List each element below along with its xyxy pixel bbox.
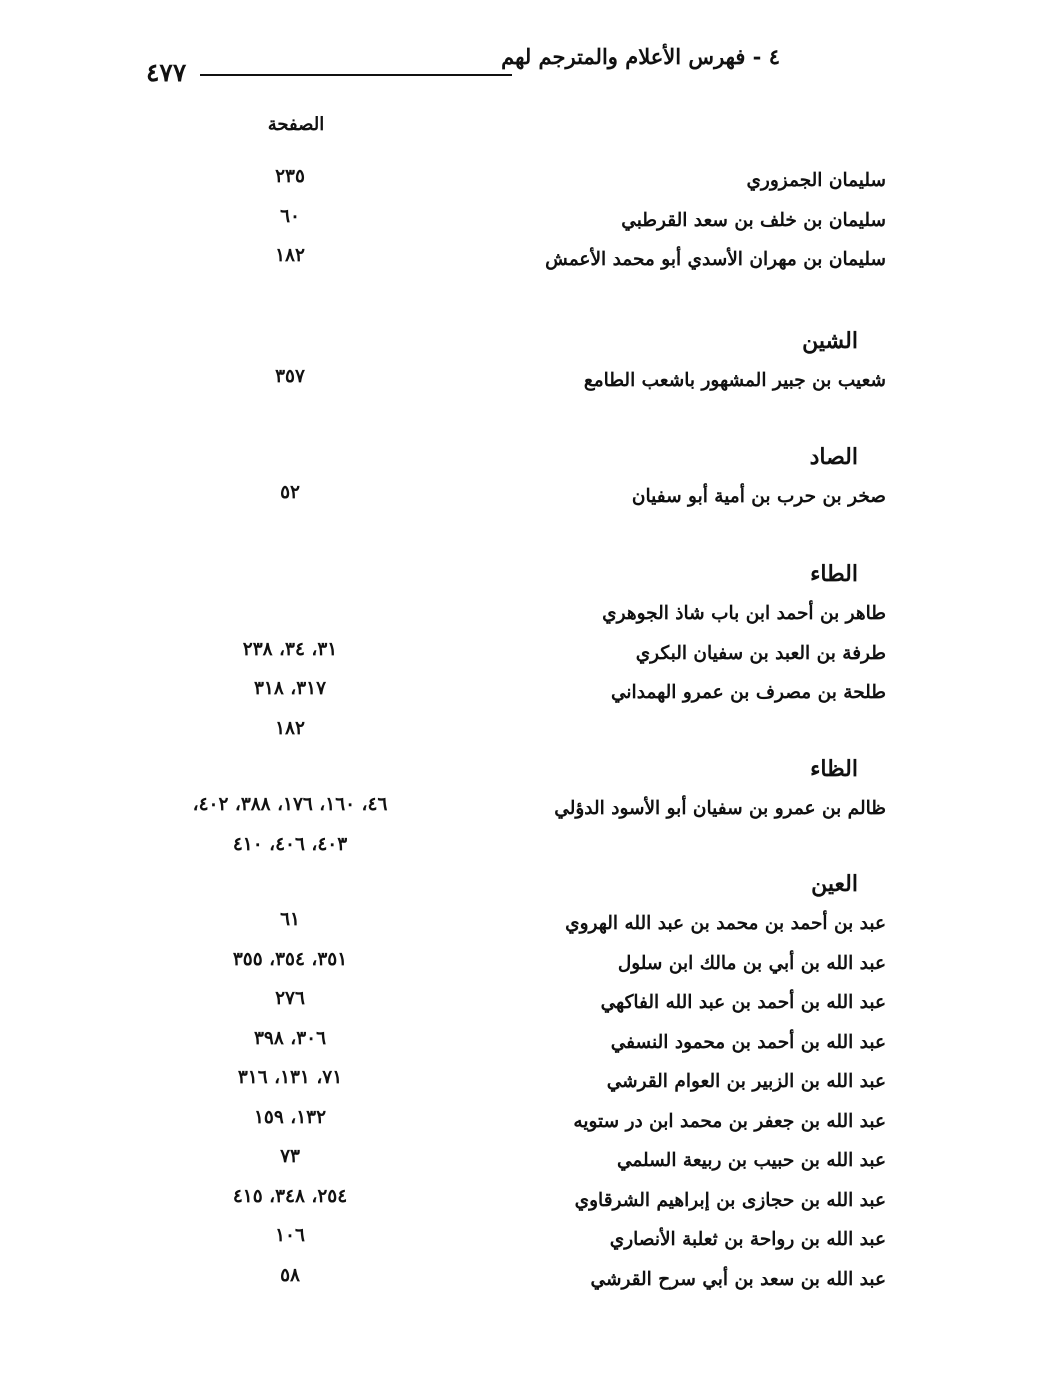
section-heading: الصاد [809,444,858,470]
section-heading: الشين [802,328,858,354]
entry-name: طرفة بن العبد بن سفيان البكري [635,642,886,664]
entry-name: سليمان بن مهران الأسدي أبو محمد الأعمش [545,249,886,270]
entry-pages: ٦٠ [280,205,300,227]
section-heading: الظاء [810,756,858,782]
entry-pages: ٦١ [280,909,300,930]
entry-name: عبد الله بن سعد بن أبي سرح القرشي [590,1268,886,1290]
entry-name: عبد الله بن أحمد بن عبد الله الفاكهي [600,992,886,1013]
entry-pages: ٤٠٣، ٤٠٦، ٤١٠ [232,833,348,855]
entry-name: عبد الله بن حجازى بن إبراهيم الشرقاوي [574,1189,886,1211]
entry-pages: ١٨٢ [275,245,305,266]
entry-name: عبد الله بن رواحة بن ثعلبة الأنصاري [609,1229,886,1250]
entry-pages: ٥٢ [280,482,300,503]
entry-pages: ٢٥٤، ٣٤٨، ٤١٥ [232,1185,348,1207]
entry-pages: ٢٣٥ [275,166,305,187]
entry-pages: ٣٥١، ٣٥٤، ٣٥٥ [232,948,348,970]
entry-name: عبد بن أحمد بن محمد بن عبد الله الهروي [565,913,886,934]
entry-pages: ٣١٧، ٣١٨ [253,678,327,699]
entry-pages: ٢٧٦ [275,988,305,1009]
entry-pages: ٥٨ [280,1264,300,1286]
section-heading: الطاء [810,561,858,587]
entry-name: عبد الله بن أبي بن مالك ابن سلول [617,952,886,974]
entry-name: ظالم بن عمرو بن سفيان أبو الأسود الدؤلي [554,798,886,819]
entry-pages: ٣٠٦، ٣٩٨ [253,1027,327,1049]
entry-pages: ١٣٢، ١٥٩ [253,1106,327,1128]
section-heading: العين [811,871,858,897]
running-title: ٤ - فهرس الأعلام والمترجم لهم [501,44,780,69]
entry-name: سليمان الجمزوري [746,170,886,191]
entry-pages: ١٨٢ [275,717,305,739]
entry-name: صخر بن حرب بن أمية أبو سفيان [631,486,886,507]
entry-name: سليمان بن خلف بن سعد القرطبي [621,209,886,231]
page-number: ٤٧٧ [146,58,187,87]
entry-pages: ٧٣ [280,1146,300,1167]
entry-pages: ٧١، ١٣١، ٣١٦ [237,1067,343,1088]
entry-name: عبد الله بن الزبير بن العوام القرشي [606,1071,886,1092]
entry-pages: ٣١، ٣٤، ٢٣٨ [242,638,338,660]
entry-pages: ٤٦، ١٦٠، ١٧٦، ٣٨٨، ٤٠٢، [192,794,388,815]
entry-name: طاهر بن أحمد ابن باب شاذ الجوهري [602,603,886,624]
entry-name: طلحة بن مصرف بن عمرو الهمداني [610,682,886,703]
entry-name: عبد الله بن جعفر بن محمد ابن در ستويه [573,1110,886,1132]
entry-pages: ٣٥٧ [275,366,305,387]
entry-name: شعيب بن جبير المشهور باشعب الطامع [583,370,886,391]
entry-name: عبد الله بن حبيب بن ربيعة السلمي [616,1150,886,1171]
entry-pages: ١٠٦ [275,1225,305,1246]
page-column-heading: الصفحة [267,114,325,135]
entry-name: عبد الله بن أحمد بن محمود النسفي [610,1031,886,1053]
